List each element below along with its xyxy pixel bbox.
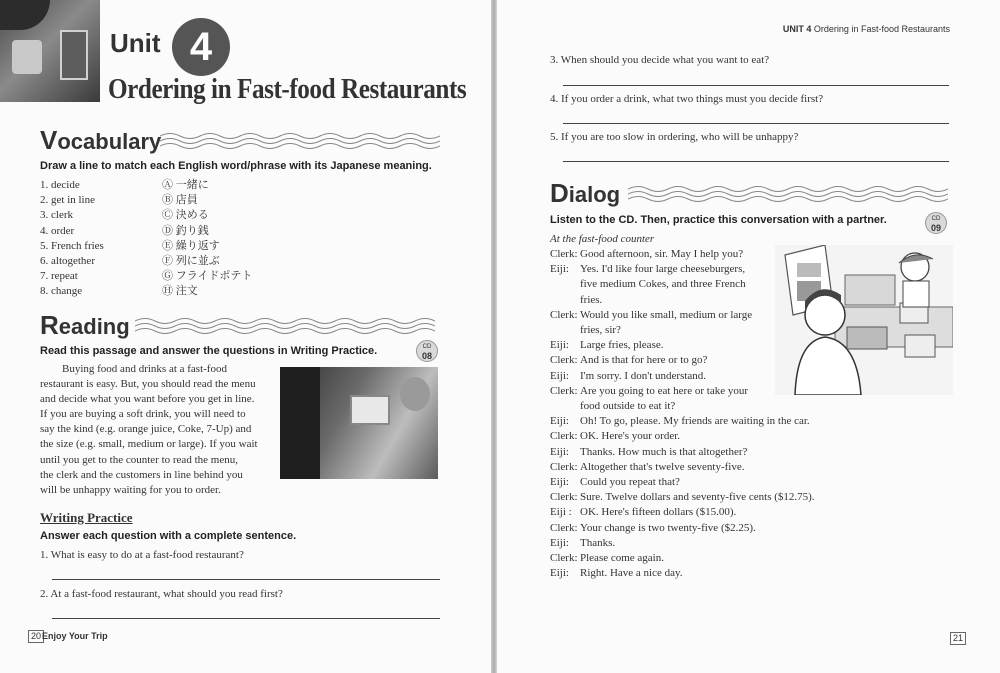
wave-decoration-icon xyxy=(628,184,948,204)
vocabulary-heading: Vocabulary xyxy=(40,125,440,155)
dialog-text: food outside to eat it? xyxy=(580,400,676,412)
list-item: Ⓓ 釣り銭 xyxy=(162,224,209,237)
passage-line: restaurant is easy. But, you should read the menu xyxy=(40,378,256,390)
answer-line-3[interactable] xyxy=(563,85,949,86)
question-1: 1. What is easy to do at a fast-food restaurant? xyxy=(40,549,244,561)
dialog-heading: Dialog xyxy=(550,178,950,208)
dialog-scene: At the fast-food counter xyxy=(550,233,655,245)
passage-line: say the kind (e.g. orange juice, Coke, 7-Up) and xyxy=(40,423,252,435)
passage-line: will be unhappy waiting for you to order. xyxy=(40,484,221,496)
dialog-text: Are you going to eat here or take your xyxy=(580,384,748,397)
dialog-speaker: Eiji: xyxy=(550,339,569,352)
dialog-text: Altogether that's twelve seventy-five. xyxy=(580,460,745,473)
question-5: 5. If you are too slow in ordering, who will be unhappy? xyxy=(550,131,799,143)
dialog-instruction: Listen to the CD. Then, practice this conversation with a partner. xyxy=(550,214,887,226)
dialog-speaker: Eiji: xyxy=(550,263,569,276)
dialog-text: Good afternoon, sir. May I help you? xyxy=(580,248,744,260)
dialog-speaker: Eiji: xyxy=(550,567,569,580)
wave-decoration-icon xyxy=(160,131,440,151)
running-head: UNIT 4 Ordering in Fast-food Restaurants xyxy=(782,24,950,34)
unit-label: Unit xyxy=(110,28,161,58)
dialog-speaker: Eiji: xyxy=(550,415,569,428)
dialog-text: Large fries, please. xyxy=(580,339,664,352)
dialog-text: Yes. I'd like four large cheeseburgers, xyxy=(580,263,746,276)
dialog-speaker: Clerk: xyxy=(550,354,578,367)
list-item: Ⓔ 繰り返す xyxy=(162,239,220,252)
dialog-text: five medium Cokes, and three French xyxy=(580,278,746,291)
answer-line-4[interactable] xyxy=(563,123,949,124)
vocabulary-english-list xyxy=(40,178,104,300)
answer-line-5[interactable] xyxy=(563,161,949,162)
writing-practice-instruction: Answer each question with a complete sentence. xyxy=(40,530,297,542)
header-photo xyxy=(0,0,100,102)
dialog-speaker: Clerk: xyxy=(550,384,578,397)
dialog-text: Please come again. xyxy=(580,552,664,564)
dialog-speaker: Clerk: xyxy=(550,460,578,473)
cd-track-badge[interactable]: CD 09 xyxy=(925,212,947,234)
dialog-text: Oh! To go, please. My friends are waiting in the car. xyxy=(580,415,810,428)
dialog-speaker: Eiji: xyxy=(550,369,569,382)
dialog-text: Thanks. How much is that altogether? xyxy=(580,445,748,458)
list-item: 1. decide xyxy=(40,179,80,191)
passage-line: the size (e.g. small, medium or large). If you wait xyxy=(40,438,258,450)
fast-food-counter-illustration xyxy=(775,245,953,395)
left-page xyxy=(0,0,491,673)
vocabulary-japanese-list xyxy=(162,178,252,300)
dialog-text: fries, sir? xyxy=(580,324,621,336)
dialog-speaker: Eiji : xyxy=(550,506,572,519)
reading-instruction: Read this passage and answer the questions in Writing Practice. xyxy=(40,345,378,357)
vocabulary-instruction: Draw a line to match each English word/phrase with its Japanese meaning. xyxy=(40,160,432,172)
dialog-speaker: Clerk: xyxy=(550,308,578,321)
passage-line: until you get to the counter to read the menu, xyxy=(40,454,238,466)
question-2: 2. At a fast-food restaurant, what should you read first? xyxy=(40,588,283,600)
list-item: 8. change xyxy=(40,285,83,298)
question-4: 4. If you order a drink, what two things must you decide first? xyxy=(550,93,824,105)
dialog-speaker: Eiji: xyxy=(550,536,569,549)
dialog-speaker: Clerk: xyxy=(550,552,578,564)
list-item: 2. get in line xyxy=(40,194,95,207)
passage-line: If you are buying a soft drink, you will need to xyxy=(40,408,246,420)
list-item: 4. order xyxy=(40,224,75,237)
list-item: 7. repeat xyxy=(40,270,78,283)
dialog-text: Would you like small, medium or large xyxy=(580,308,753,321)
dialog-speaker: Clerk: xyxy=(550,430,578,443)
dialog-text: fries. xyxy=(580,293,603,306)
dialog-text: Sure. Twelve dollars and seventy-five cents ($12.75). xyxy=(580,491,815,504)
dialog-text: And is that for here or to go? xyxy=(580,354,708,367)
dialog-speaker: Clerk: xyxy=(550,248,578,260)
reading-heading: Reading xyxy=(40,310,440,340)
list-item: 5. French fries xyxy=(40,239,104,252)
dialog-text: OK. Here's your order. xyxy=(580,430,681,443)
dialog-text: Your change is two twenty-five ($2.25). xyxy=(580,521,756,534)
dialog-speaker: Clerk: xyxy=(550,521,578,534)
list-item: 3. clerk xyxy=(40,209,73,222)
dialog-text: Could you repeat that? xyxy=(580,476,680,488)
list-item: Ⓒ 決める xyxy=(162,209,209,222)
dialog-text: OK. Here's fifteen dollars ($15.00). xyxy=(580,506,737,519)
list-item: Ⓖ フライドポテト xyxy=(162,270,253,283)
page-title: Ordering in Fast-food Restaurants xyxy=(108,74,467,105)
dialog-speaker: Eiji: xyxy=(550,476,569,488)
dialog-speaker: Eiji: xyxy=(550,445,569,458)
unit-number: 4 xyxy=(172,18,230,76)
dialog-text: Right. Have a nice day. xyxy=(580,567,683,580)
list-item: Ⓗ 注文 xyxy=(162,285,198,298)
wave-decoration-icon xyxy=(135,316,435,336)
list-item: Ⓕ 列に並ぶ xyxy=(162,255,220,268)
reading-photo xyxy=(280,367,438,479)
dialog-text: Thanks. xyxy=(580,536,616,549)
passage-line: the clerk and the customers in line behind you xyxy=(40,469,243,481)
passage-line: and decide what you want before you get in line. xyxy=(40,393,255,405)
question-3: 3. When should you decide what you want to eat? xyxy=(550,54,770,66)
writing-practice-title: Writing Practice xyxy=(40,510,133,525)
passage-line: Buying food and drinks at a fast-food xyxy=(62,363,227,375)
page-number: 20 xyxy=(28,630,44,643)
cd-track-badge[interactable]: CD 08 xyxy=(416,340,438,362)
answer-line-1[interactable] xyxy=(52,579,440,580)
dialog-speaker: Clerk: xyxy=(550,491,578,504)
answer-line-2[interactable] xyxy=(52,618,440,619)
book-title: Enjoy Your Trip xyxy=(42,631,108,641)
list-item: 6. altogether xyxy=(40,255,95,268)
page-number: 21 xyxy=(950,632,966,645)
dialog-text: I'm sorry. I don't understand. xyxy=(580,369,707,382)
list-item: Ⓐ 一緒に xyxy=(162,179,209,191)
list-item: Ⓑ 店員 xyxy=(162,194,198,207)
